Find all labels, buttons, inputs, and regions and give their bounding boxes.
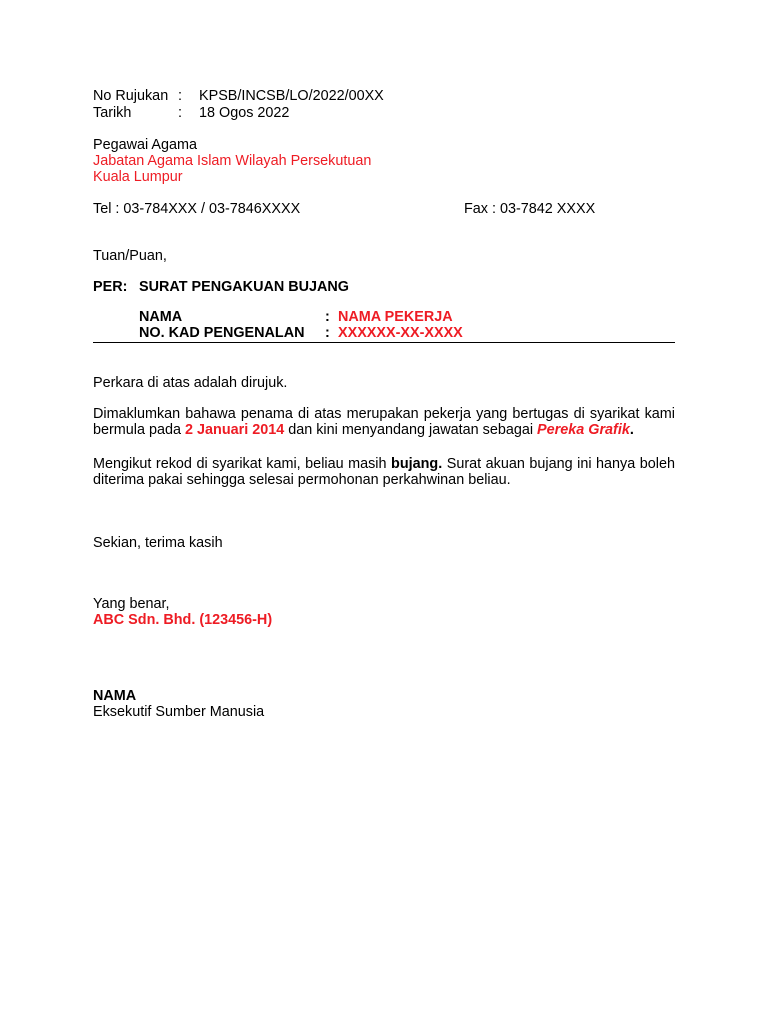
employee-name-row bbox=[139, 309, 453, 325]
date-separator: : bbox=[178, 105, 182, 121]
reference-label: No Rujukan bbox=[93, 88, 169, 104]
ic-number-label: NO. KAD PENGENALAN bbox=[139, 325, 305, 341]
employment-start-date: 2 Januari 2014 bbox=[185, 422, 285, 438]
ic-number-value: XXXXXX-XX-XXXX bbox=[338, 325, 463, 341]
employee-name-label: NAMA bbox=[139, 309, 183, 325]
date-label: Tarikh bbox=[93, 105, 132, 121]
paragraph-status-end: Surat akuan bujang ini hanya boleh diterima pakai sehingga selesai permohonan perkahwinan beliau. bbox=[93, 456, 675, 488]
telephone-line: Tel : 03-784XXX / 03-7846XXXX bbox=[93, 201, 301, 217]
paragraph-status bbox=[93, 456, 675, 488]
paragraph-employment-start: Dimaklumkan bahawa penama di atas merupakan pekerja yang bertugas di syarikat kami bermula pada bbox=[93, 406, 675, 438]
paragraph-status-start: Mengikut rekod di syarikat kami, beliau masih bbox=[93, 456, 392, 472]
ic-number-row bbox=[139, 325, 463, 341]
subject-line bbox=[93, 279, 349, 295]
closing-thanks: Sekian, terima kasih bbox=[93, 535, 223, 551]
paragraph-employment-end: . bbox=[629, 422, 634, 438]
ic-number-separator: : bbox=[325, 325, 330, 341]
date-value: 18 Ogos 2022 bbox=[199, 105, 290, 121]
closing-regards: Yang benar, bbox=[93, 596, 170, 612]
employee-name-value: NAMA PEKERJA bbox=[338, 309, 453, 325]
recipient-organization: Jabatan Agama Islam Wilayah Persekutuan bbox=[93, 153, 372, 169]
recipient-title: Pegawai Agama bbox=[93, 137, 198, 153]
date-row bbox=[93, 105, 289, 121]
employee-name-separator: : bbox=[325, 309, 330, 325]
recipient-city: Kuala Lumpur bbox=[93, 169, 183, 185]
job-position: Pereka Grafik bbox=[537, 422, 630, 438]
paragraph-employment-middle: dan kini menyandang jawatan sebagai bbox=[284, 422, 538, 438]
subject-divider bbox=[93, 342, 675, 343]
subject-label: PER: bbox=[93, 279, 128, 295]
subject-title: SURAT PENGAKUAN BUJANG bbox=[139, 279, 350, 295]
reference-number-row bbox=[93, 88, 384, 104]
salutation: Tuan/Puan, bbox=[93, 248, 167, 264]
signatory-title: Eksekutif Sumber Manusia bbox=[93, 704, 265, 720]
reference-separator: : bbox=[178, 88, 182, 104]
company-name: ABC Sdn. Bhd. (123456-H) bbox=[93, 612, 273, 628]
paragraph-employment bbox=[93, 406, 675, 438]
fax-line: Fax : 03-7842 XXXX bbox=[464, 201, 596, 217]
paragraph-reference: Perkara di atas adalah dirujuk. bbox=[93, 375, 288, 391]
signatory-name: NAMA bbox=[93, 688, 137, 704]
marital-status: bujang. bbox=[391, 456, 443, 472]
reference-value: KPSB/INCSB/LO/2022/00XX bbox=[199, 88, 384, 104]
